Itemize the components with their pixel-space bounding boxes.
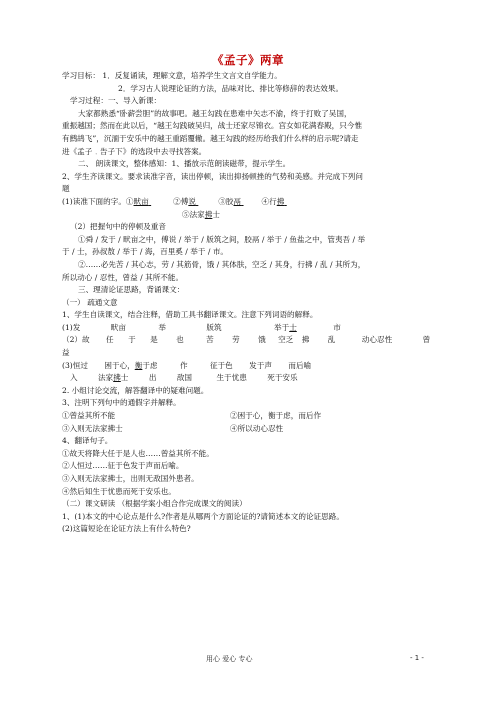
- tongjia-row-1: ①曾益其所不能 ②困于心，衡于虑，而后作: [62, 411, 322, 421]
- intro-paragraph-line: 大家都熟悉“卧薪尝胆”的故事吧。越王勾践在患难中矢志不渝，终于打败了吴国，: [78, 108, 352, 118]
- page-number: - 1 -: [410, 654, 424, 662]
- translate-item-2: ②人恒过……征于色发于声而后喻。: [62, 461, 184, 471]
- vocab-row-3: (3)恒过 困于心，衡于虑 作 征于色 发于声 而后喻: [62, 360, 312, 370]
- document-title: 《孟子》两章: [212, 53, 284, 67]
- pronunciation-question-cont: ⑤法家拂士: [182, 209, 220, 219]
- translate-task: 1、学生自读课文，结合注释，借助工具书翻译课文。注意下列词语的解释。: [62, 310, 318, 320]
- learning-objective-1: 学习目标： 1．反复诵读，理解文意，培养学生文言文自学能力。: [62, 71, 282, 80]
- vocab-row-1: (1)发 畎亩 举 版筑 举于士 市: [62, 322, 341, 332]
- pron-word-4: 拂: [276, 196, 285, 206]
- subsection-heading: （一） 疏通文意: [62, 297, 118, 307]
- pause-example-1: ①舜 / 发于 / 畎亩之中，傅说 / 举于 / 版筑之间，胶鬲 / 举于 / 鱼盐之中，管夷吾 / 举: [78, 234, 366, 244]
- pause-example-1-cont: 于 / 士，孙叔敖 / 举于 / 海，百里奚 / 举于 / 市。: [62, 247, 229, 257]
- footer-slogan: 用心 爱心 专心: [206, 655, 253, 663]
- study-question-2: (2)这篇短论在论证方法上有什么特色?: [62, 524, 191, 534]
- intro-paragraph-line: 重振越国；然而在此以后，“越王勾践破吴归，战士还家尽锦衣。宫女如花满春殿，只今惟: [62, 121, 363, 131]
- reading-task: 2、学生齐读课文。要求读准字音，读出停顿，读出抑扬顿挫的气势和美感。并完成下列问: [62, 171, 363, 181]
- vocab-row-2-cont: 益: [62, 348, 70, 358]
- study-heading: （二）课文研读 （根据学案小组合作完成课文的阅读）: [62, 499, 247, 509]
- vocab-row-4: 入 法家拂士 出 敌国 生于忧患 死于安乐: [70, 373, 298, 383]
- intro-paragraph-line: 进《孟子﹒告子下》的选段中去寻找答案。: [62, 146, 207, 156]
- vocab-row-2: （2）故 任 于 是 也 苦 劳 饿 空乏 拂 乱 动心忍性 曾: [62, 335, 431, 345]
- pron-word-1: 畎亩: [133, 196, 149, 206]
- tongjia-row-2: ③入则无法家拂士 ④所以动心忍性: [62, 423, 284, 433]
- study-question-1: 1、(1)本文的中心论点是什么?作者是从哪两个方面论证的?请简述本文的论证思路。: [62, 511, 344, 521]
- process-heading: 学习过程：一、导入新课：: [70, 96, 162, 106]
- pause-example-2-cont: 所以动心 / 忍性，曾益 / 其所不能。: [62, 272, 184, 282]
- translate-item-1: ①故天将降大任于是人也……曾益其所不能。: [62, 448, 214, 458]
- translate-heading: 4、翻译句子。: [62, 436, 113, 446]
- tongjia-task: 3、注明下列句中的通假字并解释。: [62, 398, 181, 408]
- translate-item-3: ③入则无法家拂士，出则无敌国外患者。: [62, 474, 199, 483]
- reading-task-cont: 题: [62, 184, 70, 194]
- discussion-task: 2. 小组讨论交流，解答翻译中的疑难问题。: [62, 385, 209, 395]
- pause-heading: （2）把握句中的停顿及重音: [70, 222, 166, 232]
- pron-word-5: 拂: [204, 209, 213, 219]
- pron-word-2: 说: [188, 196, 196, 206]
- pause-example-2: ②……必先苦 / 其心志，劳 / 其筋骨，饿 / 其体肤，空乏 / 其身，行拂 / 乱 / 其所为，: [78, 259, 366, 269]
- pron-word-3: 鬲: [233, 196, 242, 206]
- translate-item-4: ④然后知生于忧患而死于安乐也。: [62, 486, 176, 496]
- learning-objective-2: 2．学习古人说理论证的方法，品味对比、排比等修辞的表达效果。: [118, 83, 344, 93]
- intro-paragraph-line: 有鹧鸪飞”，沉湎于安乐中的越王重蹈覆辙。越王勾践的经历给我们什么样的启示呢?请走: [62, 133, 359, 143]
- pronunciation-question: (1)读准下面的字。①畎亩 ②傅说 ③胶鬲 ④行拂: [62, 196, 285, 206]
- section-two-heading: 二、 朗读课文，整体感知：1、播放示范朗读磁带，提示学生。: [78, 159, 291, 169]
- section-three-heading: 三、理清论证思路，背诵课文：: [78, 285, 185, 295]
- document-body: [62, 70, 438, 536]
